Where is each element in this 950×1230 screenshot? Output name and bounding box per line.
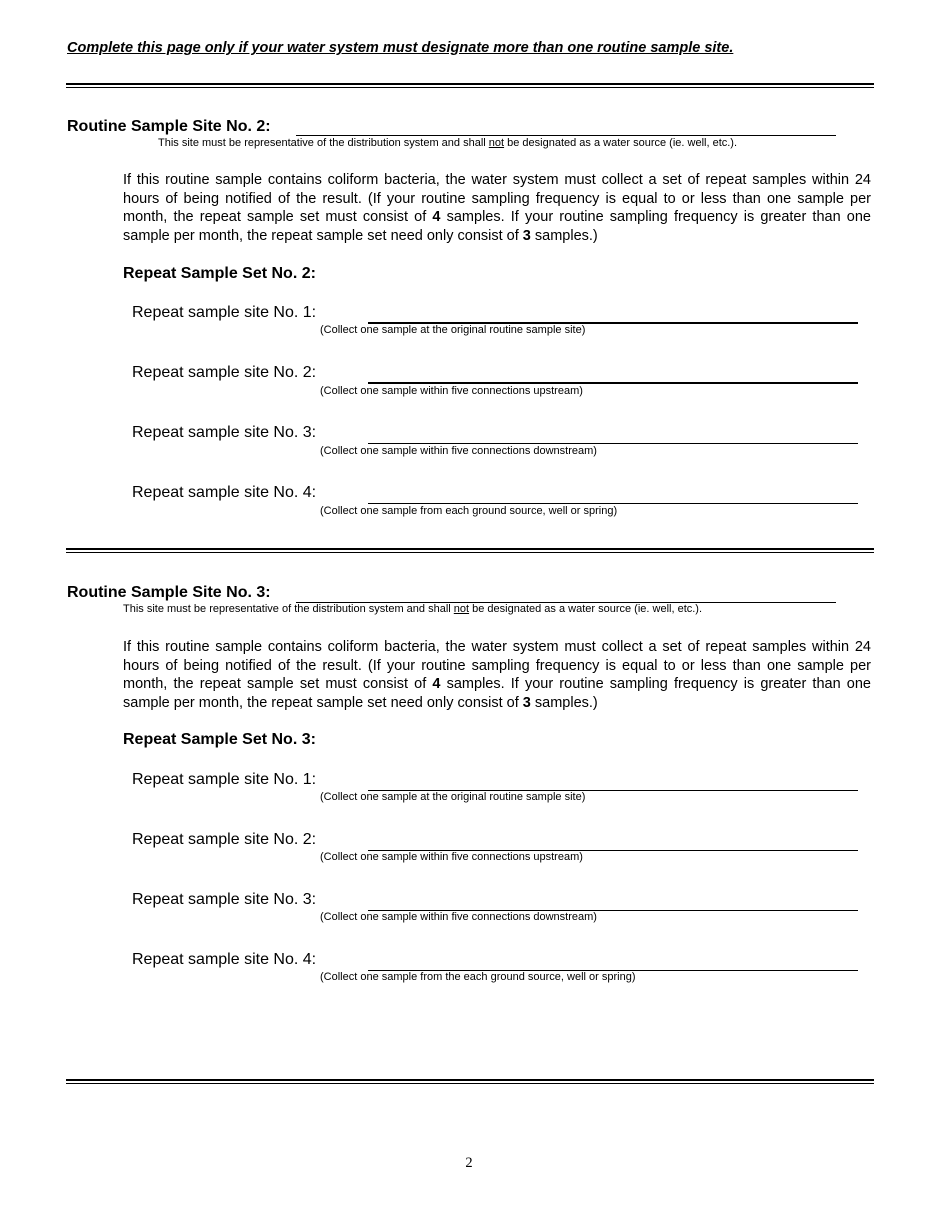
page-number: 2 xyxy=(465,1155,473,1171)
routine-site-3-note: This site must be representative of the distribution system and shall not be designated as a water source (ie. well, etc.). xyxy=(123,603,703,615)
routine-site-3-label: Routine Sample Site No. 3: xyxy=(67,584,271,601)
routine-site-3-field[interactable] xyxy=(296,585,836,603)
repeat-set-3-site-4-note: (Collect one sample from the each ground source, well or spring) xyxy=(320,971,636,983)
page-instruction: Complete this page only if your water system must designate more than one routine sample site. xyxy=(67,40,734,56)
routine-site-2-field[interactable] xyxy=(296,118,836,136)
repeat-set-2-site-2-note: (Collect one sample within five connections upstream) xyxy=(320,385,583,397)
repeat-set-3-site-1-label: Repeat sample site No. 1: xyxy=(132,771,317,788)
repeat-set-3-site-4-label: Repeat sample site No. 4: xyxy=(132,951,317,968)
repeat-set-2-site-4-label: Repeat sample site No. 4: xyxy=(132,484,317,501)
routine-site-2-note: This site must be representative of the distribution system and shall not be designated as a water source (ie. well, etc.). xyxy=(158,137,738,149)
repeat-set-3-site-3-label: Repeat sample site No. 3: xyxy=(132,891,317,908)
repeat-set-2-site-3-note: (Collect one sample within five connections downstream) xyxy=(320,445,597,457)
repeat-set-3-site-3-field[interactable] xyxy=(368,893,858,911)
repeat-set-3-site-2-note: (Collect one sample within five connections upstream) xyxy=(320,851,583,863)
section-divider xyxy=(66,548,874,553)
section-divider xyxy=(66,1079,874,1084)
routine-site-3-instructions: If this routine sample contains coliform bacteria, the water system must collect a set of repeat samples within 24 hours of being notified of the result. (If your routine sampling frequency is equal to or less than one sample per month, the repeat sample set must consist of 4 samples. If your routine sampling frequency is greater than one sample per month, the repeat sample set need only consist of 3 samples.) xyxy=(123,639,871,711)
repeat-set-2-site-2-field[interactable] xyxy=(368,366,858,384)
repeat-set-2-site-4-field[interactable] xyxy=(368,486,858,504)
repeat-set-3-site-1-note: (Collect one sample at the original routine sample site) xyxy=(320,791,586,803)
repeat-set-2-site-1-field[interactable] xyxy=(368,306,858,324)
repeat-set-2-site-1-label: Repeat sample site No. 1: xyxy=(132,304,317,321)
routine-site-2-label: Routine Sample Site No. 2: xyxy=(67,118,271,135)
repeat-set-2-site-3-field[interactable] xyxy=(368,426,858,444)
repeat-set-2-site-2-label: Repeat sample site No. 2: xyxy=(132,364,317,381)
repeat-set-3-site-3-note: (Collect one sample within five connections downstream) xyxy=(320,911,597,923)
repeat-set-2-site-4-note: (Collect one sample from each ground source, well or spring) xyxy=(320,505,618,517)
repeat-set-3-site-1-field[interactable] xyxy=(368,773,858,791)
repeat-set-2-site-3-label: Repeat sample site No. 3: xyxy=(132,424,317,441)
repeat-set-3-site-2-label: Repeat sample site No. 2: xyxy=(132,831,317,848)
repeat-set-3-site-2-field[interactable] xyxy=(368,833,858,851)
repeat-set-3-title: Repeat Sample Set No. 3: xyxy=(123,731,316,748)
repeat-set-2-title: Repeat Sample Set No. 2: xyxy=(123,265,316,282)
routine-site-2-instructions: If this routine sample contains coliform bacteria, the water system must collect a set of repeat samples within 24 hours of being notified of the result. (If your routine sampling frequency is equal to or less than one sample per month, the repeat sample set must consist of 4 samples. If your routine sampling frequency is greater than one sample per month, the repeat sample set need only consist of 3 samples.) xyxy=(123,172,871,244)
section-divider xyxy=(66,83,874,88)
repeat-set-2-site-1-note: (Collect one sample at the original routine sample site) xyxy=(320,324,586,336)
repeat-set-3-site-4-field[interactable] xyxy=(368,953,858,971)
